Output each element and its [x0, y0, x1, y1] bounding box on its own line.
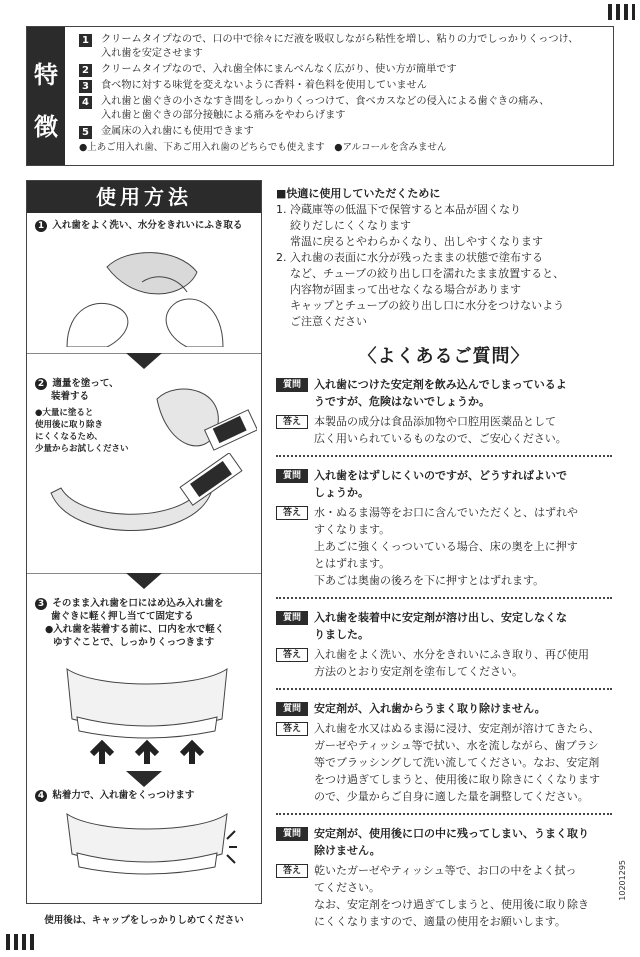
question-text: しょうか。: [314, 486, 369, 499]
question-text: 安定剤が、入れ歯からうまく取り除けません。: [314, 702, 546, 715]
corner-mark: [624, 4, 628, 20]
question-tag: 質問: [276, 827, 308, 841]
answer-text: をつけ過ぎてしまうと、使用後に取り除きにくくなります: [314, 773, 600, 786]
teeth-illustration: [57, 659, 237, 769]
tip-text: 入れ歯の表面に水分が残ったままの状態で塗布する: [290, 251, 543, 264]
faq-separator: [276, 688, 612, 690]
faq-question: [276, 467, 612, 501]
usage-step-text: 適量を塗って、: [52, 378, 119, 389]
faq-answer: [276, 504, 612, 589]
answer-text: 本製品の成分は食品添加物や口腔用医薬品として: [314, 415, 556, 428]
tip-item: [276, 202, 612, 250]
usage-panel: [26, 180, 262, 904]
answer-text: 水・ぬるま湯等をお口に含んでいただくと、はずれや: [314, 506, 578, 519]
usage-title: 使用方法: [27, 181, 261, 213]
answer-text: 方法のとおり安定剤を塗布してください。: [314, 665, 523, 678]
faq-answer: [276, 862, 612, 930]
question-text: 安定剤が、使用後に口の中に残ってしまい、うまく取り: [314, 827, 589, 840]
feature-text: 食べ物に対する味覚を変えないように香料・着色料を使用していません: [101, 80, 427, 91]
feature-text: 金属床の入れ歯にも使用できます: [101, 126, 254, 137]
usage-note-line: ●大量に塗ると: [35, 408, 94, 418]
faq-separator: [276, 455, 612, 457]
tip-item: [276, 250, 612, 330]
feature-text: 入れ歯と歯ぐきの部分接触による痛みをやわらげます: [101, 110, 346, 121]
faq-question: [276, 609, 612, 643]
faq-separator: [276, 813, 612, 815]
answer-text: とはずれます。: [314, 557, 391, 570]
feature-number: 1: [79, 34, 92, 47]
usage-step-note: ゆすぐことで、しっかりくっつきます: [53, 637, 215, 648]
usage-step-text: 入れ歯をよく洗い、水分をきれいにふき取る: [52, 220, 243, 231]
feature-text: クリームタイプなので、口の中で徐々にだ液を吸収しながら粘性を増し、粘りの力でしっかりくっつけ、: [101, 34, 579, 45]
tip-text: 常温に戻るとやわらかくなり、出しやすくなります: [290, 235, 543, 248]
usage-step-2: [35, 377, 129, 455]
usage-step-4: [35, 789, 194, 802]
features-box: [26, 26, 614, 166]
features-list: [79, 33, 609, 155]
feature-number: 2: [79, 64, 92, 77]
corner-mark: [632, 4, 635, 20]
usage-step-note: [35, 407, 129, 455]
corner-mark: [30, 934, 34, 950]
tip-text: キャップとチューブの絞り出し口に水分をつけないよう: [290, 299, 565, 312]
question-tag: 質問: [276, 702, 308, 716]
answer-text: ので、少量からご自身に適した量を調整してください。: [314, 790, 589, 803]
feature-text: クリームタイプなので、入れ歯全体にまんべんなく広がり、使い方が簡単です: [101, 64, 457, 75]
tip-text: 内容物が固まって出せなくなる場合があります: [290, 283, 521, 296]
answer-text: 広く用いられているものなので、ご安心ください。: [314, 432, 567, 445]
usage-step-1: [35, 219, 242, 232]
features-side-char: 徴: [34, 113, 58, 141]
down-arrow-icon: [126, 573, 162, 589]
faq-question: [276, 700, 612, 717]
tip-text: ご注意ください: [290, 315, 367, 328]
corner-mark: [608, 4, 612, 20]
answer-text: 入れ歯をよく洗い、水分をきれいにふき取り、再び使用: [314, 648, 589, 661]
faq-answer: [276, 720, 612, 805]
faq-item: [276, 467, 612, 589]
features-side-char: 特: [34, 61, 58, 89]
question-text: りました。: [314, 628, 369, 641]
step-number: 4: [35, 790, 47, 802]
answer-tag: 答え: [276, 648, 308, 662]
tip-text: 冷蔵庫等の低温下で保管すると本品が固くなり: [290, 203, 521, 216]
down-arrow-icon: [126, 353, 162, 369]
answer-tag: 答え: [276, 722, 308, 736]
usage-note-line: 少量からお試しください: [35, 444, 129, 454]
answer-text: ガーゼやティッシュ等で拭い、水を流しながら、歯ブラシ: [314, 739, 599, 752]
step-number: 3: [35, 598, 47, 610]
step-number: 1: [35, 220, 47, 232]
down-arrow-icon: [126, 771, 162, 787]
features-note: ●上あご用入れ歯、下あご用入れ歯のどちらでも使えます ●アルコールを含みません: [79, 142, 447, 153]
tip-text: など、チューブの絞り出し口を濡れたまま放置すると、: [290, 267, 565, 280]
feature-item: [79, 79, 609, 93]
faq-item: [276, 700, 612, 805]
faq-answer: [276, 413, 612, 447]
feature-number: 4: [79, 96, 92, 109]
feature-item: [79, 33, 609, 61]
usage-step-text: 歯ぐきに軽く押し当てて固定する: [51, 611, 194, 622]
wipe-illustration: [47, 237, 243, 347]
faq-question: [276, 825, 612, 859]
feature-item: [79, 63, 609, 77]
feature-item: [79, 95, 609, 123]
usage-note-line: にくくなるため、: [35, 432, 103, 442]
answer-text: にくくなりますので、適量の使用をお願いします。: [314, 915, 566, 928]
answer-text: 下あごは奥歯の後ろを下に押すとはずれます。: [314, 574, 545, 587]
product-code: 10201295: [618, 860, 627, 901]
faq-answer: [276, 646, 612, 680]
usage-step-text: そのまま入れ歯を口にはめ込み入れ歯を: [52, 598, 224, 609]
features-side-label: [27, 27, 65, 165]
question-text: 入れ歯を装着中に安定剤が溶け出し、安定しなくな: [314, 611, 567, 624]
answer-text: てください。: [314, 881, 380, 894]
feature-text: 入れ歯を安定させます: [101, 48, 203, 59]
question-tag: 質問: [276, 469, 308, 483]
faq-item: [276, 376, 612, 447]
answer-text: 乾いたガーゼやティッシュ等で、お口の中をよく拭っ: [314, 864, 577, 877]
tips-heading: ■快適に使用していただくために: [276, 187, 441, 200]
answer-tag: 答え: [276, 415, 308, 429]
question-tag: 質問: [276, 378, 308, 392]
step-number: 2: [35, 378, 47, 390]
feature-number: 5: [79, 126, 92, 139]
faq-separator: [276, 597, 612, 599]
fitted-denture-illustration: [57, 809, 237, 889]
answer-text: 入れ歯を水又はぬるま湯に浸け、安定剤が溶けてきたら、: [314, 722, 600, 735]
tip-number: 2.: [276, 251, 287, 264]
feature-item: [79, 125, 609, 139]
answer-text: 等でブラッシングして洗い流してください。なお、安定剤: [314, 756, 600, 769]
usage-note-line: 使用後に取り除き: [35, 420, 104, 430]
usage-step-text: 装着する: [51, 391, 90, 402]
usage-step-text: 粘着力で、入れ歯をくっつけます: [52, 790, 195, 801]
question-text: 入れ歯につけた安定剤を飲み込んでしまっているよ: [314, 378, 567, 391]
denture-illustration: [41, 453, 251, 553]
faq-heading: 〈よくあるご質問〉: [358, 346, 530, 367]
question-text: 除けません。: [314, 844, 381, 857]
answer-text: なお、安定剤をつけ過ぎてしまうと、使用後に取り除き: [314, 898, 589, 911]
faq-question: [276, 376, 612, 410]
question-tag: 質問: [276, 611, 308, 625]
faq-item: [276, 609, 612, 680]
usage-step-note: ●入れ歯を装着する前に、口内を水で軽く: [45, 624, 225, 635]
answer-text: すくなります。: [314, 523, 391, 536]
usage-step-3: [35, 597, 255, 649]
tip-text: 絞りだしにくくなります: [290, 219, 411, 232]
corner-mark: [616, 4, 620, 20]
corner-mark: [6, 934, 10, 950]
feature-text: 入れ歯と歯ぐきの小さなすき間をしっかりくっつけて、食べカスなどの侵入による歯ぐきの痛み、: [101, 96, 550, 107]
tip-number: 1.: [276, 203, 287, 216]
corner-mark: [22, 934, 26, 950]
usage-footer: 使用後は、キャップをしっかりしめてください: [44, 915, 244, 926]
corner-mark: [14, 934, 18, 950]
feature-number: 3: [79, 80, 92, 93]
info-column: [276, 186, 612, 930]
question-text: うですが、危険はないでしょうか。: [314, 395, 490, 408]
question-text: 入れ歯をはずしにくいのですが、どうすればよいで: [314, 469, 567, 482]
answer-tag: 答え: [276, 506, 308, 520]
answer-text: 上あごに強くくっついている場合、床の奥を上に押す: [314, 540, 578, 553]
answer-tag: 答え: [276, 864, 308, 878]
faq-item: [276, 825, 612, 930]
